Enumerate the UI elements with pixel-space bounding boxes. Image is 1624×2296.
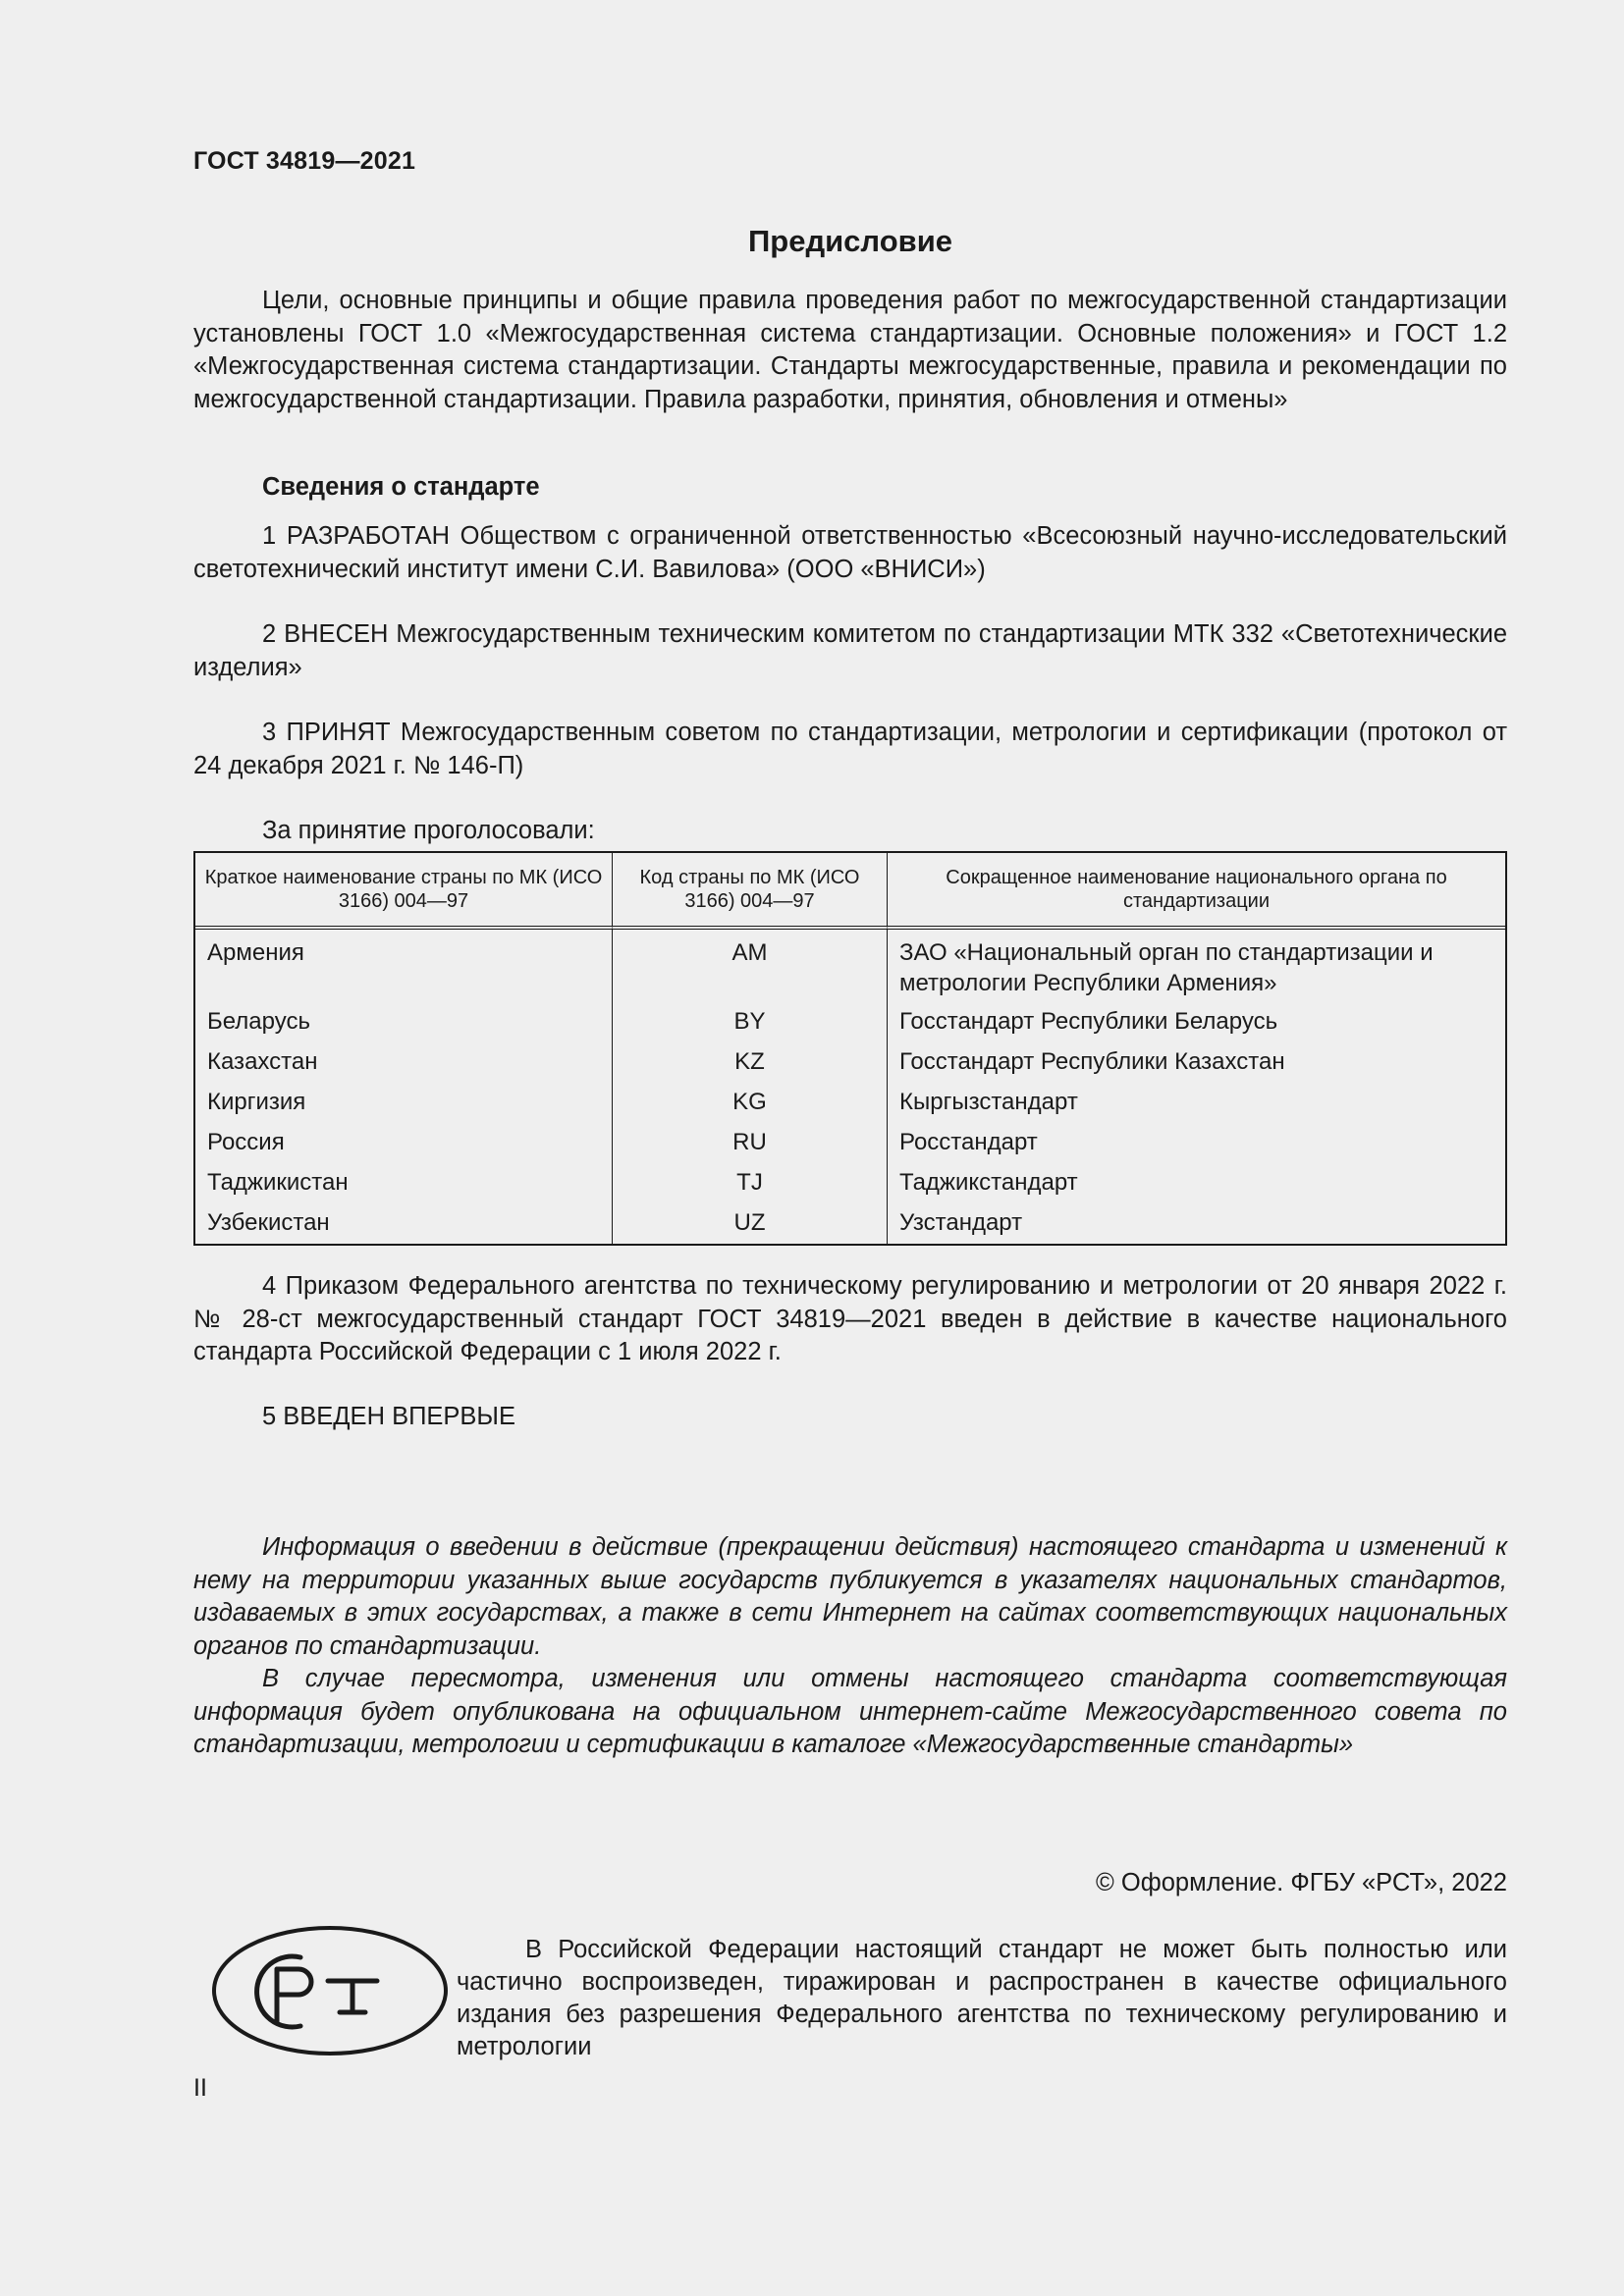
body-cell: Кыргызстандарт: [887, 1083, 1505, 1123]
body-cell: Госстандарт Республики Беларусь: [887, 1002, 1505, 1042]
notes-paragraph-1: Информация о введении в действие (прекращении действия) настоящего стандарта и изменений к нему на территории указанных выше государств публикуется в указателях национальных стандартов, издаваемых в этих государствах, а также в сети Интернет на сайтах соответствующих национальных органов по стандартизации.: [193, 1533, 1507, 1660]
table-header-row: [195, 853, 1505, 930]
foreword-title: Предисловие: [747, 224, 952, 258]
voting-members-table: [193, 851, 1507, 1246]
copyright-notice: В Российской Федерации настоящий стандарт не может быть полностью или частично воспроизведен, тиражирован и распространен в качестве официального издания без разрешения Федерального агентства по техническому регулированию и метрологии: [457, 1936, 1507, 2060]
info-item-3: 3 ПРИНЯТ Межгосударственным советом по стандартизации, метрологии и сертификации (протокол от 24 декабря 2021 г. № 146-П): [193, 719, 1507, 779]
code-cell: KG: [612, 1083, 887, 1123]
country-cell: Киргизия: [207, 1089, 306, 1115]
info-item-1: 1 РАЗРАБОТАН Обществом с ограниченной ответственностью «Всесоюзный научно-исследовательский светотехнический институт имени С.И. Вавилова» (ООО «ВНИСИ»): [193, 522, 1507, 583]
code-cell: KZ: [612, 1042, 887, 1083]
table-row: [195, 1042, 1505, 1083]
rst-logo-icon: [210, 1924, 450, 2057]
notes-paragraph-2: В случае пересмотра, изменения или отмены настоящего стандарта соответствующая информация будет опубликована на официальном интернет-сайте Межгосударственного совета по стандартизации, метрологии и сертификации в каталоге «Межгосударственные стандарты»: [193, 1665, 1507, 1758]
body-cell: Росстандарт: [887, 1123, 1505, 1163]
header-national-body: Сокращенное наименование национального органа по стандартизации: [887, 853, 1505, 930]
code-cell: AM: [612, 930, 887, 1002]
page-number: II: [193, 2074, 207, 2102]
info-item-5: 5 ВВЕДЕН ВПЕРВЫЕ: [262, 1403, 516, 1430]
foreword-intro: Цели, основные принципы и общие правила проведения работ по межгосударственной стандартизации установлены ГОСТ 1.0 «Межгосударственная система стандартизации. Основные положения» и ГОСТ 1.2 «Межгосударственная система стандартизации. Стандарты межгосударственные, правила и рекомендации по межгосударственной стандартизации. Правила разработки, принятия, обновления и отмены»: [193, 287, 1507, 413]
info-item-2: 2 ВНЕСЕН Межгосударственным техническим комитетом по стандартизации МТК 332 «Светотехнические изделия»: [193, 620, 1507, 681]
body-cell: Госстандарт Республики Казахстан: [887, 1042, 1505, 1083]
country-cell: Узбекистан: [207, 1209, 330, 1236]
country-cell: Армения: [207, 939, 304, 966]
body-cell: Узстандарт: [887, 1203, 1505, 1244]
country-cell: Россия: [207, 1129, 285, 1155]
country-cell: Беларусь: [207, 1008, 310, 1035]
table-row: [195, 1203, 1505, 1244]
document-code: ГОСТ 34819—2021: [193, 147, 416, 175]
table-row: [195, 1002, 1505, 1042]
table-row: [195, 1123, 1505, 1163]
header-country-name: Краткое наименование страны по МК (ИСО 3166) 004—97: [195, 853, 612, 930]
body-cell: ЗАО «Национальный орган по стандартизации и метрологии Республики Армения»: [887, 930, 1505, 1002]
copyright-text: © Оформление. ФГБУ «РСТ», 2022: [1096, 1869, 1507, 1896]
table-row: [195, 1163, 1505, 1203]
country-cell: Казахстан: [207, 1048, 318, 1075]
country-cell: Таджикистан: [207, 1169, 349, 1196]
header-country-code: Код страны по МК (ИСО 3166) 004—97: [612, 853, 887, 930]
code-cell: RU: [612, 1123, 887, 1163]
info-item-4: 4 Приказом Федерального агентства по техническому регулированию и метрологии от 20 января 2022 г. № 28-ст межгосударственный стандарт ГОСТ 34819—2021 введен в действие в качестве национального стандарта Российской Федерации с 1 июля 2022 г.: [193, 1272, 1507, 1365]
standard-info-title: Сведения о стандарте: [262, 473, 540, 501]
voted-label: За принятие проголосовали:: [262, 817, 595, 844]
code-cell: BY: [612, 1002, 887, 1042]
code-cell: UZ: [612, 1203, 887, 1244]
table-row: [195, 930, 1505, 1002]
body-cell: Таджикстандарт: [887, 1163, 1505, 1203]
table-row: [195, 1083, 1505, 1123]
code-cell: TJ: [612, 1163, 887, 1203]
